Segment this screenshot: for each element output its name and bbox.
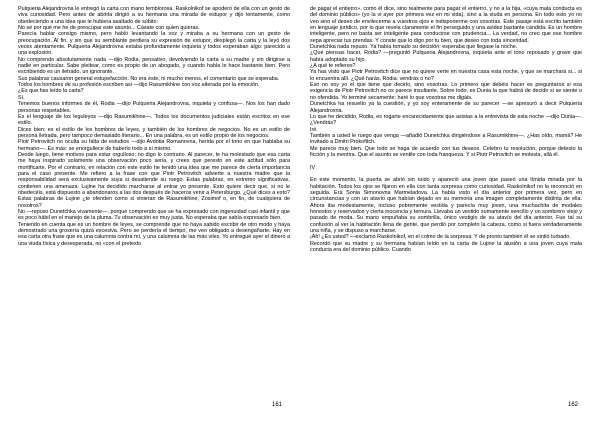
paragraph: Teniendo en cuenta que es un hombre de leyes, se comprende que no haya sabido escribir de otro modo y haya demostrado una grosería quizá excesiva. Pero se perdería el tiempo, me veo obligado a desengañarte. Hay en esa carta otra frase que es una calumnia contra mí, y una calumnia de las más viles. Yo entregué ayer el dinero a una viuda tísica y desesperada, no «con el pretexto [18, 221, 290, 247]
paragraph: También a usted le ruego que venga —añadió Dunetchka dirigiéndose a Rasumikhine—. ¿Has oído, mamá? He invitado a Dmitri Prokofitch. [310, 132, 582, 146]
paragraph: Parecía hablar consigo mismo, pero habló levantando la voz y miraba a su hermana con un gesto de preocupación. Al fin, y sin que su semblante perdiera su expresión de estupor, desplegó la carta y la leyó dos veces atentamente. Pulqueria Alejandrovna estaba profundamente inquieta y todos esperaban algo: parecido a una explosión. [18, 31, 290, 57]
paragraph: Tenemos buenos informes de él, Rodia —dijo Pulqueria Alejandrovna, inquieta y confusa—. Nos los han dado personas respetables. [18, 101, 290, 114]
paragraph: Iré. [310, 126, 318, 133]
paragraph: ¿Es que has leído la carta? [18, 88, 84, 95]
paragraph: No comprendo absolutamente nada —dijo Rodia, pensativo, devolviendo la carta a su madre y sin dirigirse a nadie en particular. Sabe pleitear, como es propio de un abogado, y cuando habla le hace bastante bien. Pero escribiendo es un iletrado, un ignorante. [18, 56, 290, 76]
paragraph: Eso no soy yo el que tiene que decirlo, sino vosotras. Lo primero que debéis hacer es preguntaros si esa exigencia de Piotr Petrovitch no os parece insultante. Sobre todo, es Dunia la que habrá de decidir si se siente o no ofendida. Yo terminé secamente: haré lo que vosotras me digáis. [310, 82, 582, 101]
left-page [18, 6, 290, 392]
paragraph: Pulqueria Alejandrovna le entregó la carta con mano temblorosa. Raskolnikof se apoderó de ella con un gesto de viva curiosidad. Pero antes de abrirla dirigió a su hermana una mirada de estupor y dijo lentamente, como obedeciendo a una idea que le hubiera asaltado de súbito: [18, 6, 290, 25]
paragraph: Me parece muy bien. Que todo se haga de acuerdo con tus deseos. Celebro tu resolución, porque detesto la ficción y la mentira. Que el asunto se ventile con toda franqueza. Y si Piotr Petrovitch se molesta, allá él. [310, 145, 582, 158]
paragraph: No —repuso Dunetchka vivamente—, porque comprendo que se ha expresado con ingenuidad casi infantil y que es poco hábil en el manejo de la pluma. Tu observación es muy justa. No esperaba que sabía expresarlo bien. [18, 209, 290, 222]
paragraph: Dices bien: es el estilo de los hombres de leyes, y también de los hombres de negocios. No es un estilo de persona iletrada, pero tampoco demasiado literario... En una palabra, es un estilo propio de los negocios. [18, 126, 290, 139]
paragraph: Dunetchka ha resuelto ya la cuestión, y yo soy enteramente de su parecer —se apresuró a decir Pulqueria Alejandrovna. [310, 101, 582, 114]
paragraph: Es el lenguaje de los leguleyos —dijo Rasumikhine—. Todos los documentos judiciales están escritos en ese estilo. [18, 113, 290, 127]
chapter-heading: IV [310, 164, 316, 171]
paragraph: Recordó que su madre y su hermana habían leído en la carta de Lujine la alusión a una joven cuya mala conducta era del dominio público. Cuando [310, 240, 582, 254]
page-number: 161 [272, 402, 283, 408]
paragraph: Sí. [18, 94, 25, 101]
paragraph: Desde luego, tiene motivos para estar orgulloso; no digo lo contrario. Al parecer, te ha molestado que esa carta me haya inspirado solamente una observación poco seria, y crees que peresto en este actitud sólo para mortificarte. Por el contrario, en relación con este estilo he tenido una idea que me parece de cierta importancia para el caso presente. Me refiero a la frase con que Piotr Petrovitch advierte a nuestra madre que la responsabilidad será exclusivamente suya si desatiende su ruego. Estas palabras, en extremo significativas, contienen una amenaza: Lujine ha decidido marcharse al entrar yo presente. Esto quiere decir que, si no le obedecéis, está dispuesto a abandonaros a las dos después de haceros venir a Petersburgo. ¿Qué dices a esto? Estas palabras de Lujine ¿te ofenden como si vinieran de Rasumikhine, Zosimof o, en fin, de cualquiera de nosotros? [18, 151, 290, 209]
paragraph: ¿Qué piensas hacer, Rodia? —preguntó Pulqueria Alejandrovna, inquieta ante el tono reposado y grave que había adoptado su hijo. [310, 50, 582, 63]
paragraph: de pagar el entierro», como él dice, sino realmente para pagar el entierro, y no a la hija, «cuya mala conducta es del dominio público» (yo la vi ayer por primera vez en mi vida), sino a la viuda en persona. En todo esto yo no veo sino el deseo de envilecerme a vuestros ojos e indisponerme con vosotras. Este pasaje está escrito también en lenguaje jurídico, por lo que revela claramente el fin perseguido y una avidez bastante cándida. Es un hombre inteligente, pero no basta ser inteligente para conducirse con prudencia... La verdad, no creo que ese hombre sepa apreciar tus prendas. Y conste que lo digo por tu bien, que deseo con toda sinceridad. [310, 6, 582, 44]
paragraph: Sus palabras causaron general estupefacción. No era éste, ni mucho menos, el comentario que se esperaba. [18, 75, 280, 82]
paragraph: Lo que he decidido, Rodia, es rogarte encarecidamente que asistas a la entrevista de esta noche —dijo Dunia—. ¿Vendrás? [310, 113, 582, 127]
right-page [310, 6, 582, 392]
paragraph: Piotr Petrovitch no oculta su falta de estudios —dijo Avdotia Romanovna, herida por el tono en que hablaba su hermano—. Es más: se enorgullece de haberlo todo a sí mismo. [18, 139, 290, 152]
paragraph: Todos los hombres de su profesión escriben así —dijo Rasumikhine con voz alterada por la emoción. [18, 82, 260, 89]
paragraph: ¡Ah! ¿Es usted? —exclamó Raskolnikof, en el colmo de la sorpresa. Y de pronto también él se sintió turbado. [310, 234, 571, 241]
paragraph: Dunetchka nada repuso. Ya había tomado su decisión: esperaba que llegase la noche. [310, 44, 518, 51]
paragraph: ¿A qué te refieres? [310, 63, 356, 70]
paragraph: No sé por qué me he de preocupar este asunto... Cásate con quien quieras. [18, 25, 200, 32]
paragraph: Ya has visto que Piotr Petrovitch dice que no quiere verte en nuestra casa esta noche, y que se marchará si... si lo encuentra allí. ¿Qué harás, Rodia: vendrás o no? [310, 69, 582, 82]
page-number: 162 [568, 402, 579, 408]
paragraph: En este momento, la puerta se abrió sin ruido y apareció una joven que paseó una tímida mirada por la habitación. Todos los ojos se fijaron en ella con tanta sorpresa como curiosidad. Raskolnikof no la reconoció en seguida. Era Sonia Simonovna Marmeladova. La había visto el día anterior por primera vez, pero en circunstancias y con un atavío que habían dejado en su memoria una imagen completamente distinta de ella. Ahora iba modestamente, incluso pobremente vestida y parecía muy joven, una muchachita de modales honestos y reservados y cierta inocencia y ternura. Llevaba un vestido sumamente sencillo y un sombrero viejo y pasado de moda. Su mano empuñaba su sombrilla, único vestigio de su atavío del día anterior. Fue tal su confusión al ver la habitación llena de gente, que perdió por completo la cabeza, como si fuera verdaderamente una niña, y se dispuso a marcharse. [310, 177, 582, 235]
